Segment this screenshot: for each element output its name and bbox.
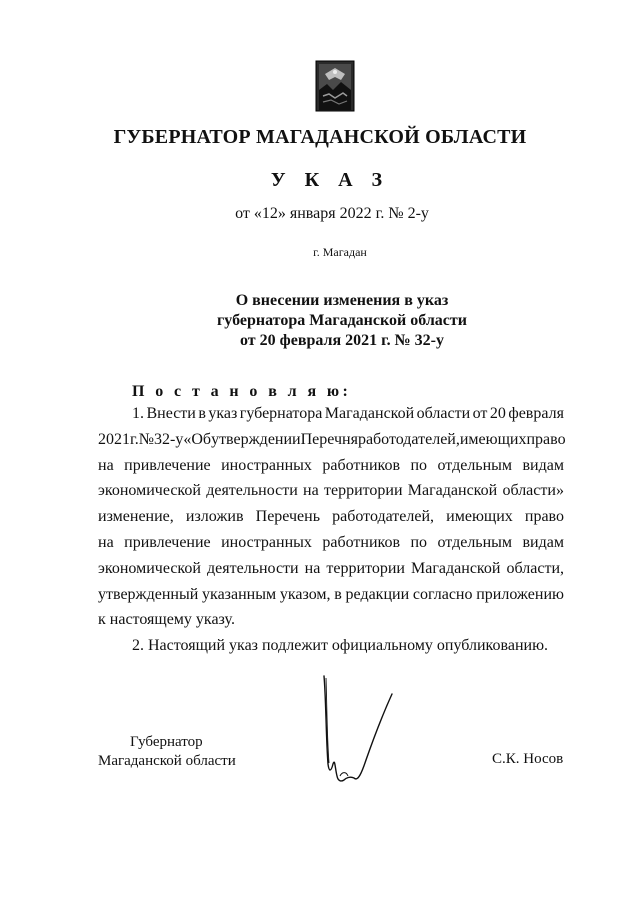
handwritten-signature-icon — [318, 668, 398, 798]
body-word: привлечение — [124, 533, 211, 551]
body-line — [98, 401, 564, 427]
body-word: на — [303, 482, 319, 500]
document-date-number: от «12» января 2022 г. № 2-у — [235, 205, 429, 222]
body-word: согласно — [412, 585, 473, 603]
body-word: право — [524, 508, 564, 526]
body-word: иностранных — [221, 533, 312, 551]
body-word: деятельности — [207, 559, 299, 577]
body-word: по — [410, 456, 428, 474]
body-word: видам — [522, 456, 564, 474]
body-word: утверждении — [211, 430, 301, 448]
body-word: деятельности — [206, 482, 298, 500]
body-word: Магаданской — [411, 559, 501, 577]
body-line — [98, 633, 564, 659]
document-city: г. Магадан — [313, 245, 367, 259]
body-word: от — [472, 405, 488, 422]
body-word: Перечня — [300, 430, 358, 448]
body-word: изложив — [185, 508, 244, 526]
body-word: экономической — [98, 482, 201, 500]
subject-line: губернатора Магаданской области — [217, 312, 467, 329]
body-word: экономической — [98, 559, 201, 577]
body-word: по — [410, 533, 428, 551]
body-word: 2. Настоящий указ подлежит официальному опубликованию. — [132, 637, 549, 655]
body-line — [98, 427, 564, 453]
body-word: территории — [326, 559, 405, 577]
body-line — [98, 556, 564, 582]
body-word: работодателей, — [332, 508, 435, 526]
document-type: У К А З — [270, 169, 390, 191]
body-word: 1. — [132, 405, 144, 422]
body-word: 20 — [489, 405, 506, 422]
body-word: указом, — [279, 585, 331, 603]
body-line — [98, 478, 564, 504]
body-word: на — [98, 456, 114, 474]
body-word: иностранных — [221, 456, 312, 474]
signer-title-line: Губернатор — [130, 734, 203, 750]
body-word: приложению — [476, 585, 564, 603]
issuing-authority: ГУБЕРНАТОР МАГАДАНСКОЙ ОБЛАСТИ — [113, 126, 527, 148]
body-word: 2021 — [98, 430, 130, 448]
body-word: отдельным — [437, 456, 513, 474]
body-word: области — [416, 405, 471, 422]
body-word: области, — [506, 559, 564, 577]
body-word: в — [198, 405, 206, 422]
body-line — [98, 607, 564, 633]
body-line — [98, 582, 564, 608]
body-word: утвержденный — [98, 585, 199, 603]
body-word: имеющих — [459, 430, 527, 448]
subject-line: от 20 февраля 2021 г. № 32-у — [240, 332, 444, 349]
body-word: в — [334, 585, 342, 603]
signer-name: С.К. Носов — [492, 751, 564, 767]
body-word: области» — [502, 482, 564, 500]
body-word: право — [526, 430, 566, 448]
body-word: к настоящему указу. — [98, 611, 235, 629]
decree-body — [98, 401, 564, 659]
body-word: февраля — [508, 405, 564, 422]
body-word: г. — [130, 430, 139, 448]
body-line — [98, 504, 564, 530]
coat-of-arms-icon — [315, 60, 355, 112]
body-word: № — [138, 430, 155, 448]
body-word: губернатора — [239, 405, 323, 422]
subject-line: О внесении изменения в указ — [235, 292, 449, 309]
body-line — [98, 453, 564, 479]
signer-title — [98, 733, 236, 771]
body-word: Перечень — [255, 508, 321, 526]
body-word: 32-у — [154, 430, 184, 448]
decree-heading: П о с т а н о в л я ю: — [132, 383, 352, 400]
body-line — [98, 530, 564, 556]
document-subject — [0, 291, 640, 351]
body-word: редакции — [345, 585, 410, 603]
body-word: Магаданской — [324, 405, 415, 422]
body-word: Внести — [146, 405, 196, 422]
body-word: указанным — [202, 585, 277, 603]
body-word: привлечение — [124, 456, 211, 474]
body-word: «Об — [183, 430, 212, 448]
signer-title-line: Магаданской области — [98, 753, 236, 769]
body-word: на — [304, 559, 321, 577]
body-word: отдельным — [437, 533, 513, 551]
body-word: Магаданской — [407, 482, 498, 500]
body-word: работников — [322, 533, 401, 551]
body-word: территории — [323, 482, 403, 500]
body-word: видам — [522, 533, 564, 551]
body-word: имеющих — [446, 508, 513, 526]
body-word: работников — [322, 456, 401, 474]
body-word: работодателей, — [357, 430, 460, 448]
body-word: указ — [208, 405, 238, 422]
body-word: на — [98, 533, 114, 551]
body-word: изменение, — [98, 508, 174, 526]
